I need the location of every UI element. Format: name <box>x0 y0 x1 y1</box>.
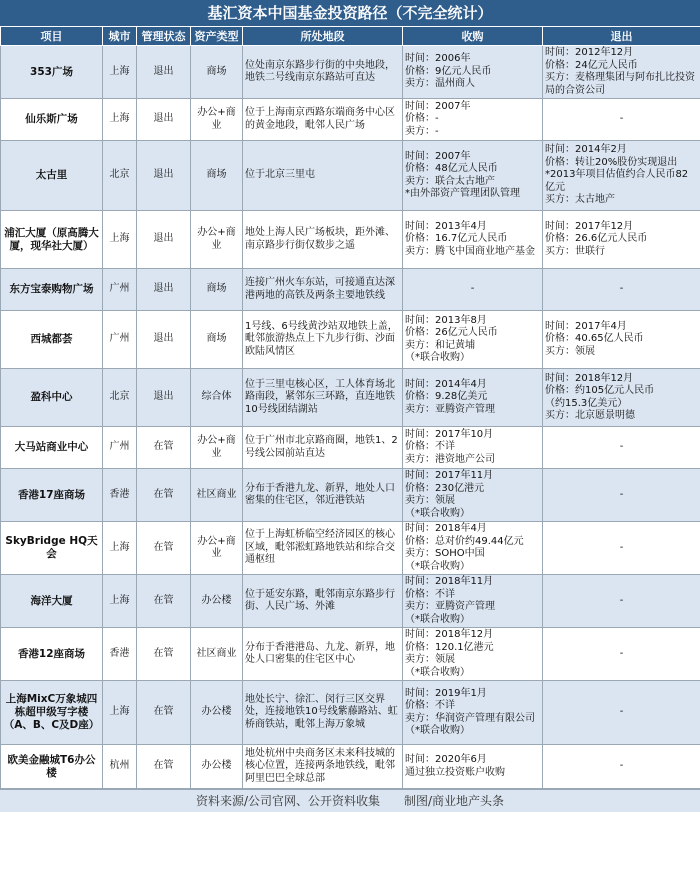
asset-type-cell: 商场 <box>191 269 243 311</box>
status-cell: 在管 <box>137 469 191 522</box>
acquisition-line: 价格：不详 <box>405 441 455 453</box>
acquisition-line: （*联合收购） <box>405 507 470 519</box>
exit-line: （约15.3亿美元） <box>545 397 628 409</box>
acquisition-line: （*联合收购） <box>405 613 470 625</box>
header-city: 城市 <box>103 27 137 46</box>
acquisition-line: 卖方：亚腾资产管理 <box>405 403 495 415</box>
table-row <box>1 522 700 575</box>
acquisition-line: （*联合收购） <box>405 352 470 363</box>
location-cell: 连接广州火车东站，可接通直达深港两地的高铁及两条主要地铁线 <box>243 269 403 311</box>
acquisition-line: 时间：2018年4月 <box>405 523 487 534</box>
acquisition-cell <box>403 369 543 427</box>
exit-line: 买方：世联行 <box>545 245 605 257</box>
asset-type-cell: 办公楼 <box>191 745 243 789</box>
acquisition-line: 卖方：华润资产管理有限公司 <box>405 712 535 724</box>
asset-type-cell: 办公+商业 <box>191 211 243 269</box>
city-cell: 广州 <box>103 311 137 369</box>
project-name: 浦汇大厦（原高腾大厦，现华社大厦） <box>1 211 103 269</box>
table-row <box>1 311 700 369</box>
exit-cell <box>543 311 700 369</box>
acquisition-line: （*联合收购） <box>405 560 470 572</box>
exit-line: 价格：转让20%股份实现退出 <box>545 156 678 168</box>
header-location: 所处地段 <box>243 27 403 46</box>
asset-type-cell: 办公楼 <box>191 575 243 628</box>
acquisition-cell <box>403 311 543 369</box>
acquisition-line: 价格：不详 <box>405 700 455 711</box>
acquisition-line: 时间：2007年 <box>405 150 471 162</box>
exit-line: 时间：2017年4月 <box>545 320 627 332</box>
status-cell: 退出 <box>137 269 191 311</box>
exit-line: 时间：2012年12月 <box>545 47 634 58</box>
location-cell: 位于延安东路，毗邻南京东路步行街、人民广场、外滩 <box>243 575 403 628</box>
acquisition-line: *由外部资产管理团队管理 <box>405 188 520 199</box>
project-name: 大马站商业中心 <box>1 427 103 469</box>
acquisition-line: 时间：2006年 <box>405 53 471 65</box>
city-cell: 上海 <box>103 575 137 628</box>
project-name: 太古里 <box>1 141 103 211</box>
acquisition-line: 通过独立投资账户收购 <box>405 766 505 778</box>
asset-type-cell: 社区商业 <box>191 628 243 681</box>
project-name: 盈科中心 <box>1 369 103 427</box>
document-title: 基汇资本中国基金投资路径（不完全统计） <box>0 0 700 26</box>
status-cell: 退出 <box>137 141 191 211</box>
acquisition-cell <box>403 469 543 522</box>
acquisition-cell <box>403 269 543 311</box>
table-row <box>1 141 700 211</box>
acquisition-line: 价格：26亿元人民币 <box>405 327 498 338</box>
project-name: 欧美金融城T6办公楼 <box>1 745 103 789</box>
acquisition-line: 时间：2020年6月 <box>405 754 487 765</box>
acquisition-cell <box>403 628 543 681</box>
header-acquisition: 收购 <box>403 27 543 46</box>
acquisition-line: 卖方：- <box>405 125 439 137</box>
acquisition-line: 时间：2018年12月 <box>405 629 494 640</box>
table-row <box>1 269 700 311</box>
acquisition-line: 价格：不详 <box>405 588 455 600</box>
acquisition-line: - <box>470 283 475 295</box>
exit-line: *2013年项目估值约合人民币82亿元 <box>545 169 689 193</box>
location-cell: 位处南京东路步行街的中央地段，地铁二号线南京东路站可直达 <box>243 46 403 99</box>
exit-cell <box>543 681 700 745</box>
asset-type-cell: 办公+商业 <box>191 99 243 141</box>
table-row <box>1 427 700 469</box>
acquisition-line: 卖方：亚腾资产管理 <box>405 601 495 612</box>
status-cell: 退出 <box>137 369 191 427</box>
exit-line: - <box>619 647 624 659</box>
exit-line: - <box>619 541 624 553</box>
exit-line: - <box>619 760 624 772</box>
exit-line: - <box>619 441 624 453</box>
table-row <box>1 99 700 141</box>
acquisition-line: 价格：48亿元人民币 <box>405 163 498 174</box>
acquisition-line: （*联合收购） <box>405 666 470 678</box>
city-cell: 香港 <box>103 469 137 522</box>
acquisition-line: 价格：总对价约49.44亿元 <box>405 535 524 547</box>
project-name: 海洋大厦 <box>1 575 103 628</box>
city-cell: 北京 <box>103 141 137 211</box>
location-cell: 1号线、6号线黄沙站双地铁上盖，毗邻旅游热点上下九步行街、沙面欧陆风情区 <box>243 311 403 369</box>
acquisition-line: 时间：2019年1月 <box>405 687 487 699</box>
table-row <box>1 211 700 269</box>
exit-cell <box>543 211 700 269</box>
city-cell: 上海 <box>103 522 137 575</box>
acquisition-line: 价格：9亿元人民币 <box>405 65 492 77</box>
exit-line: 时间：2018年12月 <box>545 372 634 384</box>
exit-line: 时间：2017年12月 <box>545 220 634 232</box>
city-cell: 杭州 <box>103 745 137 789</box>
table-row <box>1 46 700 99</box>
status-cell: 退出 <box>137 99 191 141</box>
table-header-row <box>1 27 700 46</box>
exit-line: - <box>619 113 624 125</box>
header-exit: 退出 <box>543 27 700 46</box>
status-cell: 在管 <box>137 745 191 789</box>
acquisition-line: 时间：2007年 <box>405 100 471 112</box>
table-row <box>1 628 700 681</box>
table-row <box>1 469 700 522</box>
location-cell: 分布于香港九龙、新界，地处人口密集的住宅区，邻近港铁站 <box>243 469 403 522</box>
source-footer: 资料来源/公司官网、公开资料收集 制图/商业地产头条 <box>0 789 700 812</box>
exit-line: - <box>619 283 624 295</box>
location-cell: 地处上海人民广场板块，距外滩、南京路步行街仅数步之遥 <box>243 211 403 269</box>
acquisition-line: （*联合收购） <box>405 725 470 736</box>
acquisition-line: 卖方：腾飞中国商业地产基金 <box>405 245 535 257</box>
exit-line: 买方：太古地产 <box>545 194 615 206</box>
header-asset-type: 资产类型 <box>191 27 243 46</box>
exit-cell <box>543 46 700 99</box>
city-cell: 上海 <box>103 681 137 745</box>
project-name: 西城都荟 <box>1 311 103 369</box>
exit-line: - <box>619 594 624 606</box>
exit-line: 价格：24亿元人民币 <box>545 59 638 71</box>
exit-cell <box>543 628 700 681</box>
acquisition-line: 卖方：领展 <box>405 495 455 506</box>
status-cell: 退出 <box>137 211 191 269</box>
exit-line: 价格：40.65亿人民币 <box>545 333 644 345</box>
status-cell: 在管 <box>137 427 191 469</box>
location-cell: 地处长宁、徐汇、闵行三区交界处，连接地铁10号线紫藤路站、虹桥商铁站，毗邻上海万象城 <box>243 681 403 745</box>
table-row <box>1 575 700 628</box>
city-cell: 广州 <box>103 427 137 469</box>
acquisition-line: 时间：2017年10月 <box>405 428 494 440</box>
project-name: 仙乐斯广场 <box>1 99 103 141</box>
table-row <box>1 745 700 789</box>
location-cell: 位于上海南京西路东端商务中心区的黄金地段，毗邻人民广场 <box>243 99 403 141</box>
acquisition-cell <box>403 427 543 469</box>
acquisition-line: 卖方：港资地产公司 <box>405 453 495 465</box>
acquisition-line: 卖方：和记黄埔 <box>405 339 475 351</box>
location-cell: 地处杭州中央商务区未来科技城的核心位置，连接两条地铁线，毗邻阿里巴巴全球总部 <box>243 745 403 789</box>
asset-type-cell: 商场 <box>191 46 243 99</box>
status-cell: 在管 <box>137 628 191 681</box>
exit-cell <box>543 469 700 522</box>
asset-type-cell: 社区商业 <box>191 469 243 522</box>
acquisition-cell <box>403 522 543 575</box>
acquisition-line: 价格：16.7亿元人民币 <box>405 233 508 245</box>
acquisition-line: 卖方：联合太古地产 <box>405 175 495 187</box>
city-cell: 上海 <box>103 99 137 141</box>
acquisition-line: 时间：2018年11月 <box>405 576 494 587</box>
acquisition-line: 时间：2013年4月 <box>405 220 487 232</box>
asset-type-cell: 商场 <box>191 311 243 369</box>
acquisition-cell <box>403 141 543 211</box>
exit-cell <box>543 141 700 211</box>
exit-line: 时间：2014年2月 <box>545 144 627 156</box>
asset-type-cell: 办公+商业 <box>191 522 243 575</box>
acquisition-line: 价格：- <box>405 113 439 125</box>
exit-cell <box>543 575 700 628</box>
exit-line: 价格：约105亿元人民币 <box>545 385 655 396</box>
acquisition-cell <box>403 745 543 789</box>
asset-type-cell: 综合体 <box>191 369 243 427</box>
city-cell: 香港 <box>103 628 137 681</box>
city-cell: 上海 <box>103 211 137 269</box>
project-name: 香港17座商场 <box>1 469 103 522</box>
city-cell: 广州 <box>103 269 137 311</box>
acquisition-cell <box>403 681 543 745</box>
project-name: 香港12座商场 <box>1 628 103 681</box>
acquisition-line: 时间：2013年8月 <box>405 314 487 326</box>
acquisition-cell <box>403 99 543 141</box>
city-cell: 北京 <box>103 369 137 427</box>
status-cell: 退出 <box>137 46 191 99</box>
exit-line: 买方：麦格理集团与阿布扎比投资局的合资公司 <box>545 72 695 96</box>
acquisition-line: 卖方：领展 <box>405 654 455 665</box>
exit-cell <box>543 369 700 427</box>
exit-cell <box>543 745 700 789</box>
location-cell: 位于广州市北京路商圈，地铁1、2号线公园前站直达 <box>243 427 403 469</box>
asset-type-cell: 商场 <box>191 141 243 211</box>
project-name: SkyBridge HQ天会 <box>1 522 103 575</box>
table-row <box>1 681 700 745</box>
asset-type-cell: 办公楼 <box>191 681 243 745</box>
location-cell: 位于三里屯核心区，工人体育场北路南段，紧邻东三环路，直连地铁10号线团结湖站 <box>243 369 403 427</box>
acquisition-line: 价格：230亿港元 <box>405 482 485 494</box>
header-status: 管理状态 <box>137 27 191 46</box>
acquisition-cell <box>403 211 543 269</box>
location-cell: 分布于香港港岛、九龙、新界，地处人口密集的住宅区中心 <box>243 628 403 681</box>
table-row <box>1 369 700 427</box>
exit-cell <box>543 427 700 469</box>
location-cell: 位于上海虹桥临空经济园区的核心区域，毗邻淞虹路地铁站和综合交通枢纽 <box>243 522 403 575</box>
header-project: 项目 <box>1 27 103 46</box>
city-cell: 上海 <box>103 46 137 99</box>
location-cell: 位于北京三里屯 <box>243 141 403 211</box>
acquisition-line: 时间：2014年4月 <box>405 378 487 390</box>
project-name: 上海MixC万象城四栋超甲级写字楼（A、B、C及D座） <box>1 681 103 745</box>
acquisition-cell <box>403 575 543 628</box>
exit-cell <box>543 269 700 311</box>
table-body <box>1 46 700 789</box>
status-cell: 在管 <box>137 522 191 575</box>
acquisition-line: 卖方：温州商人 <box>405 78 475 90</box>
project-name: 东方宝泰购物广场 <box>1 269 103 311</box>
acquisition-line: 价格：120.1亿港元 <box>405 641 494 653</box>
project-name: 353广场 <box>1 46 103 99</box>
investment-table <box>0 26 700 789</box>
status-cell: 退出 <box>137 311 191 369</box>
exit-line: - <box>619 488 624 500</box>
acquisition-cell <box>403 46 543 99</box>
acquisition-line: 价格：9.28亿美元 <box>405 391 488 403</box>
exit-cell <box>543 99 700 141</box>
exit-line: - <box>619 706 624 718</box>
acquisition-line: 卖方：SOHO中国 <box>405 548 485 559</box>
asset-type-cell: 办公+商业 <box>191 427 243 469</box>
exit-line: 买方：北京愿景明德 <box>545 410 635 421</box>
exit-line: 价格：26.6亿元人民币 <box>545 233 648 245</box>
exit-cell <box>543 522 700 575</box>
status-cell: 在管 <box>137 575 191 628</box>
status-cell: 在管 <box>137 681 191 745</box>
acquisition-line: 时间：2017年11月 <box>405 470 494 481</box>
exit-line: 买方：领展 <box>545 345 595 357</box>
